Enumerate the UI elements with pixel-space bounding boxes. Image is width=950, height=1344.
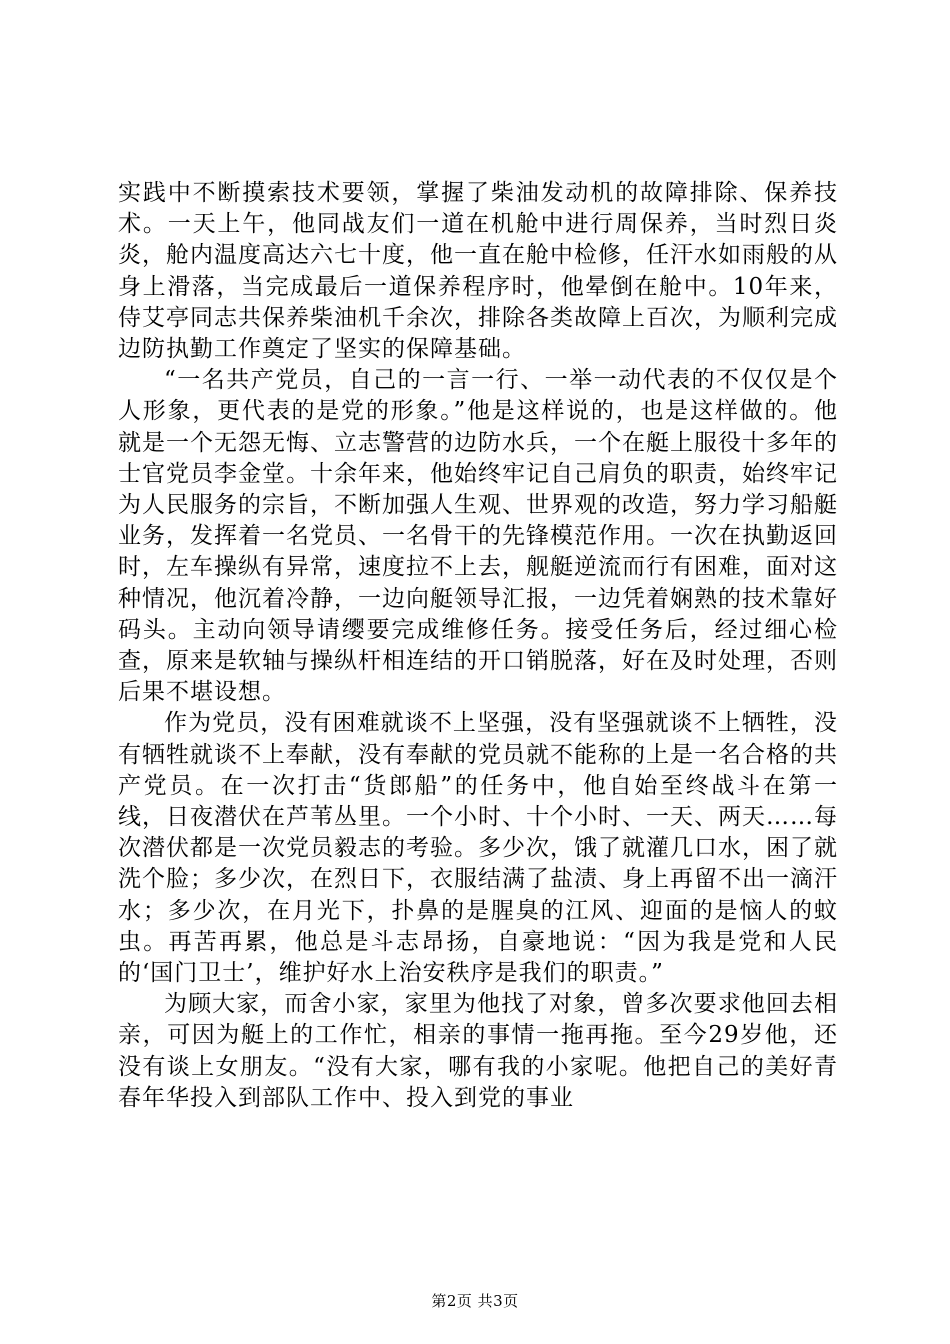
paragraph-4: 为顾大家，而舍小家，家里为他找了对象，曾多次要求他回去相亲，可因为艇上的工作忙，相亲的事情一拖再拖。至今29岁他，还没有谈上女朋友。“没有大家，哪有我的小家呢。他把自己的美好青春年华投入到部队工作中、投入到党的事业	[118, 991, 838, 1111]
paragraph-2: “一名共产党员，自己的一言一行、一举一动代表的不仅仅是个人形象，更代表的是党的形象。”他是这样说的，也是这样做的。他就是一个无怨无悔、立志警营的边防水兵，一个在艇上服役十多年的士官党员李金堂。十余年来，他始终牢记自己肩负的职责，始终牢记为人民服务的宗旨，不断加强人生观、世界观的改造，努力学习船艇业务，发挥着一名党员、一名骨干的先锋模范作用。一次在执勤返回时，左车操纵有异常，速度拉不上去，舰艇逆流而行有困难，面对这种情况，他沉着冷静，一边向艇领导汇报，一边凭着娴熟的技术靠好码头。主动向领导请缨要完成维修任务。接受任务后，经过细心检查，原来是软轴与操纵杆相连结的开口销脱落，好在及时处理，否则后果不堪设想。	[118, 367, 838, 706]
page-footer: 第2页 共3页	[431, 1292, 519, 1310]
paragraph-3: 作为党员，没有困难就谈不上坚强，没有坚强就谈不上牺牲，没有牺牲就谈不上奉献，没有奉献的党员就不能称的上是一名合格的共产党员。在一次打击“货郎船”的任务中，他自始至终战斗在第一线，日夜潜伏在芦苇丛里。一个小时、十个小时、一天、两天……每次潜伏都是一次党员毅志的考验。多少次，饿了就灌几口水，困了就洗个脸；多少次，在烈日下，衣服结满了盐渍、身上再留不出一滴汗水；多少次，在月光下，扑鼻的是腥臭的江风、迎面的是恼人的蚊虫。再苦再累，他总是斗志昂扬，自豪地说：“因为我是党和人民的‘国门卫士’，维护好水上治安秩序是我们的职责。”	[118, 710, 838, 987]
document-body	[118, 178, 838, 1114]
paragraph-1: 实践中不断摸索技术要领，掌握了柴油发动机的故障排除、保养技术。一天上午，他同战友们一道在机舱中进行周保养，当时烈日炎炎，舱内温度高达六七十度，他一直在舱中检修，任汗水如雨般的从身上滑落，当完成最后一道保养程序时，他晕倒在舱中。10年来，侍艾亭同志共保养柴油机千余次，排除各类故障上百次，为顺利完成边防执勤工作奠定了坚实的保障基础。	[118, 180, 838, 363]
